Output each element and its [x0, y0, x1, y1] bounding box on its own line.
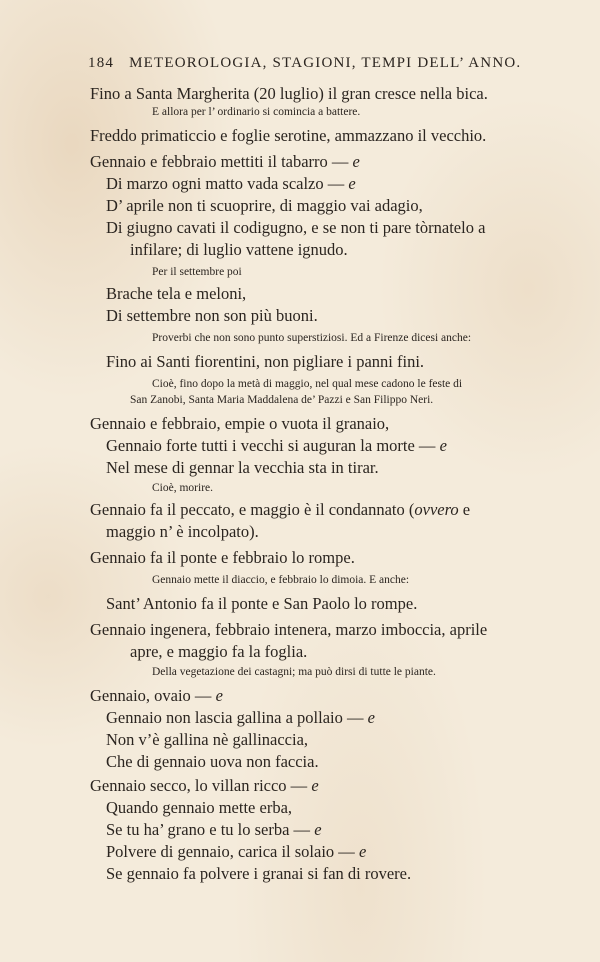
- commentary-line: Gennaio mette il diaccio, e febbraio lo dimoia. E anche:: [152, 574, 410, 586]
- proverb-line: Gennaio ingenera, febbraio intenera, marzo imboccia, aprile: [90, 620, 488, 639]
- proverb-line: Se gennaio fa polvere i granai si fan di rovere.: [106, 864, 412, 883]
- proverb-line: Gennaio fa il peccato, e maggio è il condannato (ovvero e: [90, 500, 471, 519]
- proverb-line: Polvere di gennaio, carica il solaio — e: [106, 842, 367, 861]
- commentary-line: Proverbi che non sono punto superstiziosi. Ed a Firenze dicesi anche:: [152, 332, 472, 344]
- commentary-line: Cioè, fino dopo la metà di maggio, nel qual mese cadono le feste di: [152, 378, 463, 390]
- proverb-line: Di marzo ogni matto vada scalzo — e: [106, 174, 356, 193]
- proverb-line: apre, e maggio fa la foglia.: [130, 642, 308, 661]
- commentary-line: San Zanobi, Santa Maria Maddalena de’ Pazzi e San Filippo Neri.: [130, 394, 434, 406]
- proverb-line: Che di gennaio uova non faccia.: [106, 752, 319, 771]
- proverb-line: Non v’è gallina nè gallinaccia,: [106, 730, 309, 749]
- proverb-line: Gennaio e febbraio mettiti il tabarro — e: [90, 152, 360, 171]
- running-title: METEOROLOGIA, STAGIONI, TEMPI DELL’ ANNO.: [129, 55, 522, 71]
- proverb-line: Fino a Santa Margherita (20 luglio) il gran cresce nella bica.: [90, 84, 488, 103]
- proverb-line: Di giugno cavati il codigugno, e se non ti pare tòrnatelo a: [106, 218, 486, 237]
- commentary-line: Cioè, morire.: [152, 482, 213, 494]
- page-number: 184: [88, 55, 115, 71]
- proverb-line: Gennaio e febbraio, empie o vuota il granaio,: [90, 414, 390, 433]
- commentary-line: Per il settembre poi: [152, 266, 242, 278]
- commentary-line: E allora per l’ ordinario si comincia a battere.: [152, 106, 361, 118]
- proverb-line: Gennaio secco, lo villan ricco — e: [90, 776, 319, 795]
- proverb-line: Gennaio non lascia gallina a pollaio — e: [106, 708, 375, 727]
- proverb-line: Freddo primaticcio e foglie serotine, ammazzano il vecchio.: [90, 126, 487, 145]
- proverb-line: Brache tela e meloni,: [106, 284, 247, 303]
- proverb-line: Quando gennaio mette erba,: [106, 798, 293, 817]
- proverb-line: infilare; di luglio vattene ignudo.: [130, 240, 348, 259]
- proverb-line: Gennaio, ovaio — e: [90, 686, 223, 705]
- proverb-line: Se tu ha’ grano e tu lo serba — e: [106, 820, 322, 839]
- proverb-line: Fino ai Santi fiorentini, non pigliare i panni fini.: [106, 352, 425, 371]
- proverb-line: Nel mese di gennar la vecchia sta in tirar.: [106, 458, 379, 477]
- proverb-line: Gennaio forte tutti i vecchi si auguran la morte — e: [106, 436, 447, 455]
- proverb-line: Di settembre non son più buoni.: [106, 306, 318, 325]
- proverb-line: maggio n’ è incolpato).: [106, 522, 259, 541]
- proverb-line: D’ aprile non ti scuoprire, di maggio vai adagio,: [106, 196, 423, 215]
- commentary-line: Della vegetazione dei castagni; ma può dirsi di tutte le piante.: [152, 666, 436, 678]
- proverb-line: Sant’ Antonio fa il ponte e San Paolo lo rompe.: [106, 594, 418, 613]
- proverb-line: Gennaio fa il ponte e febbraio lo rompe.: [90, 548, 355, 567]
- page-header: [88, 55, 522, 72]
